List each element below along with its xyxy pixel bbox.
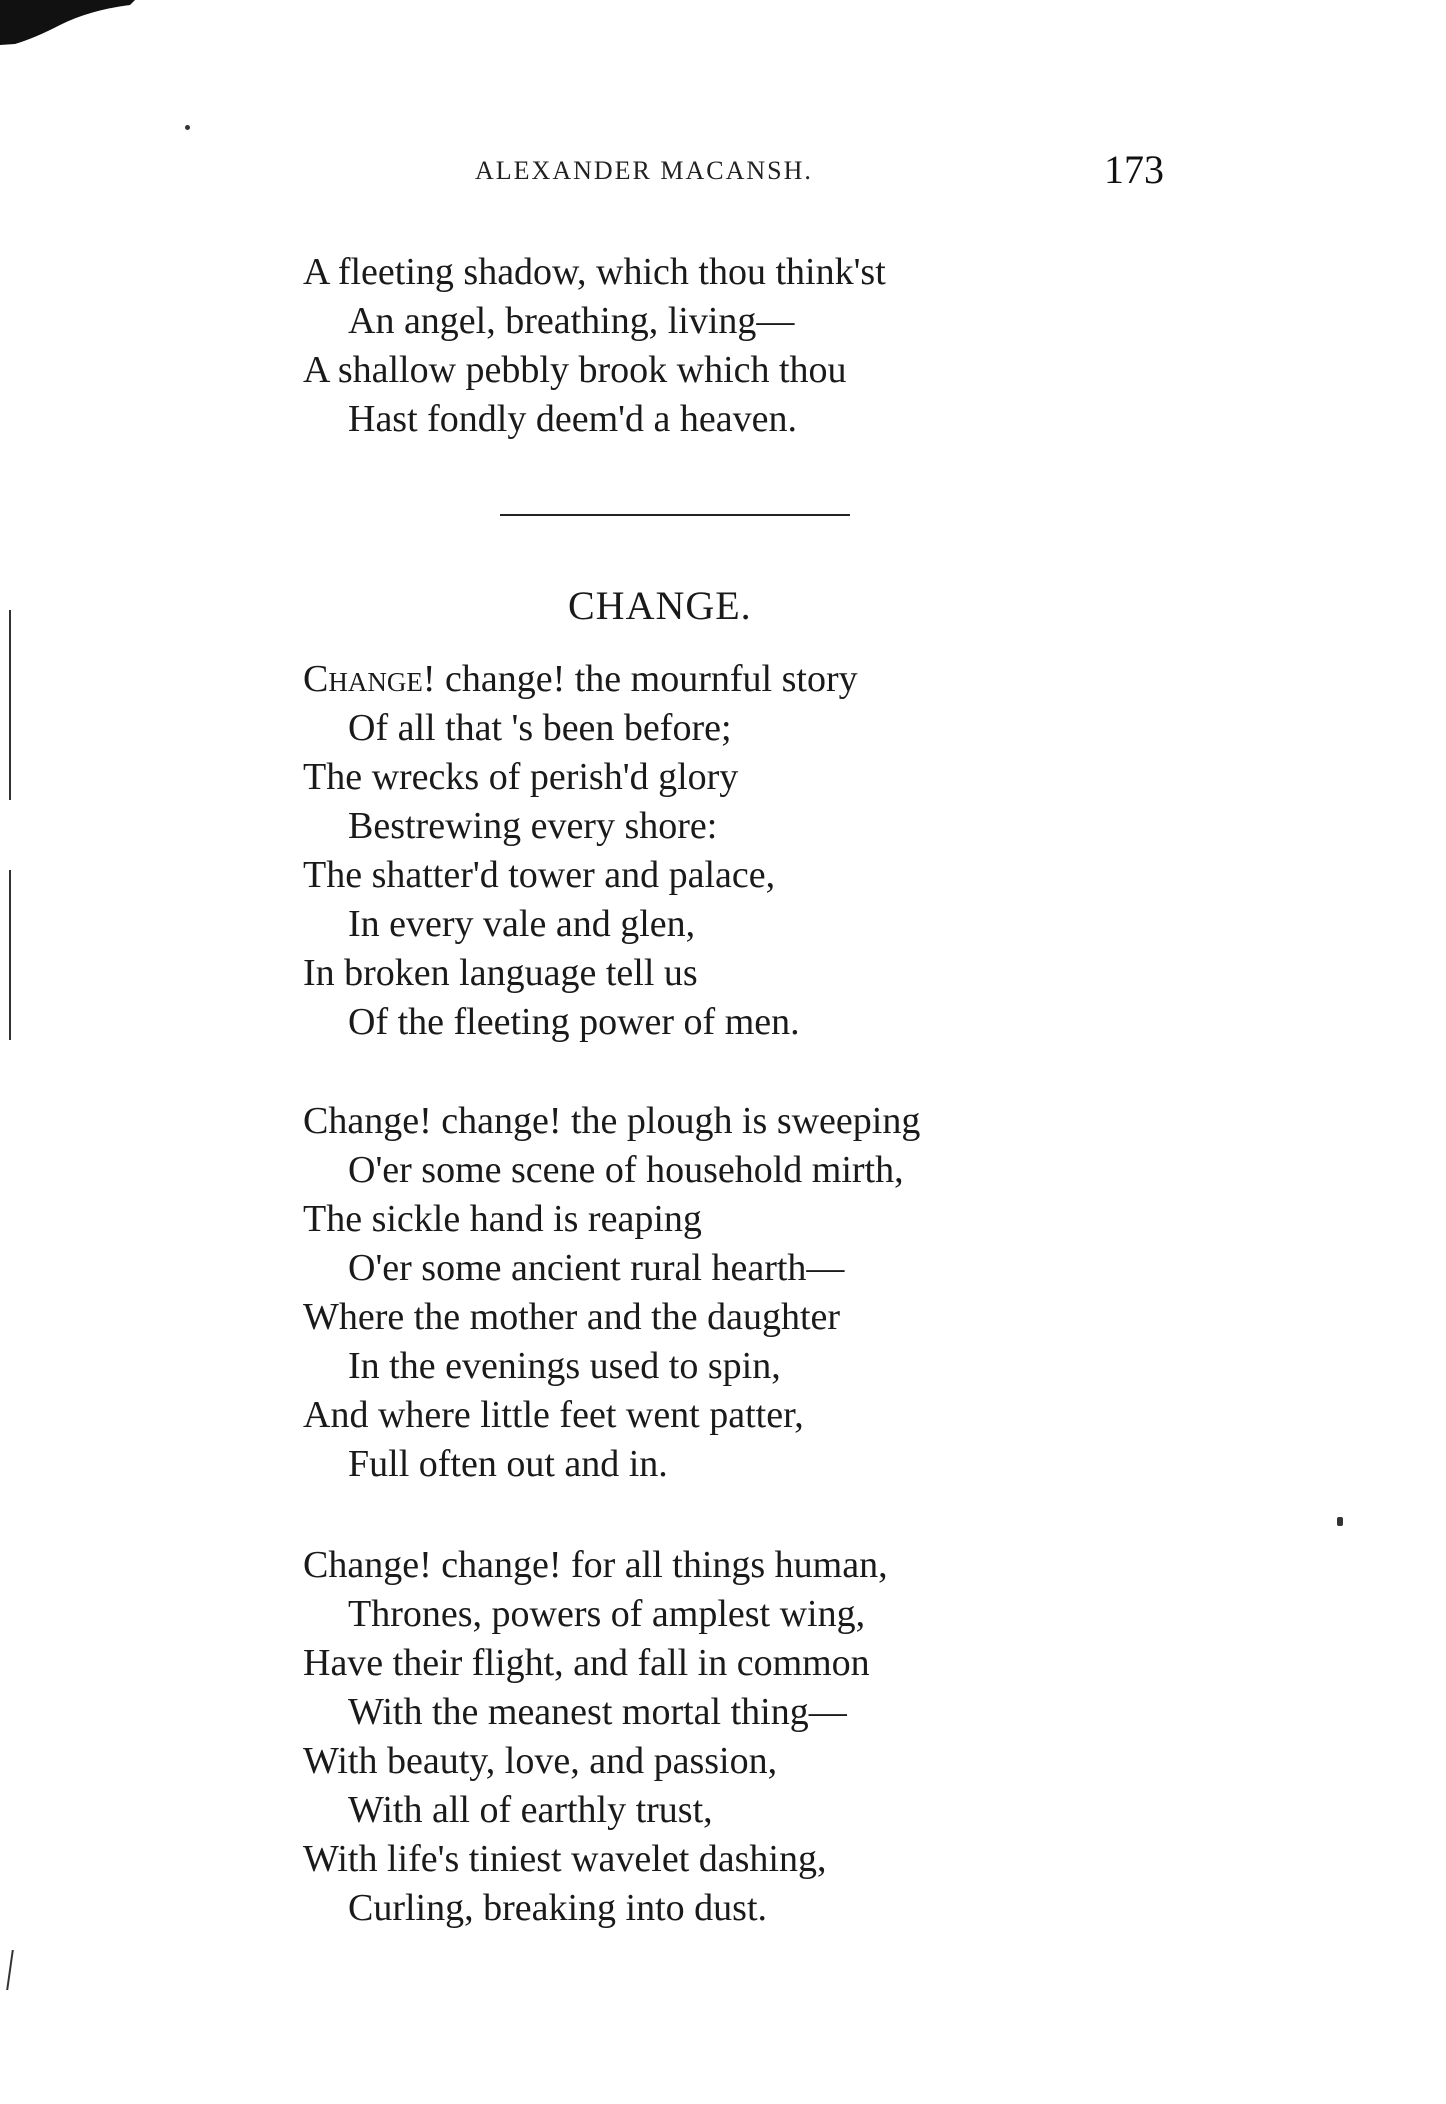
stanza-lead-word: Change: [303, 658, 423, 700]
verse-line: Change! change! the plough is sweeping: [303, 1100, 921, 1142]
speck-decoration: [1337, 1517, 1343, 1526]
verse-line: With the meanest mortal thing—: [348, 1691, 847, 1733]
verse-line: Of all that 's been before;: [348, 707, 732, 749]
verse-line: O'er some ancient rural hearth—: [348, 1247, 845, 1289]
verse-line: In the evenings used to spin,: [348, 1345, 781, 1387]
verse-line: Have their flight, and fall in common: [303, 1642, 870, 1684]
verse-line: A shallow pebbly brook which thou: [303, 349, 847, 391]
verse-line: Where the mother and the daughter: [303, 1296, 841, 1338]
verse-line: The shatter'd tower and palace,: [303, 854, 776, 896]
stanza-2: [303, 1097, 920, 1489]
verse-line: The sickle hand is reaping: [303, 1198, 702, 1240]
verse-line: Bestrewing every shore:: [348, 805, 718, 847]
margin-scan-line: [9, 870, 11, 1040]
poem-title: CHANGE.: [568, 583, 752, 628]
page-number: 173: [1104, 147, 1164, 192]
verse-line: And where little feet went patter,: [303, 1394, 804, 1436]
stanza-1: [303, 655, 858, 1047]
section-divider: [500, 514, 850, 516]
verse-line: O'er some scene of household mirth,: [348, 1149, 904, 1191]
fragment-stanza: [303, 248, 886, 444]
margin-scan-line: [9, 610, 11, 800]
verse-line: With all of earthly trust,: [348, 1789, 713, 1831]
verse-line: Of the fleeting power of men.: [348, 1001, 800, 1043]
verse-line: A fleeting shadow, which thou think'st: [303, 251, 886, 293]
verse-line: With life's tiniest wavelet dashing,: [303, 1838, 827, 1880]
running-title: ALEXANDER MACANSH.: [475, 156, 813, 185]
speck-decoration: [185, 125, 190, 130]
verse-line: Hast fondly deem'd a heaven.: [348, 398, 797, 440]
verse-line: With beauty, love, and passion,: [303, 1740, 778, 1782]
margin-scan-line: [6, 1950, 14, 1990]
verse-line: Change! change! for all things human,: [303, 1544, 888, 1586]
verse-line: Curling, breaking into dust.: [348, 1887, 768, 1929]
verse-line: In every vale and glen,: [348, 903, 696, 945]
verse-line: Thrones, powers of amplest wing,: [348, 1593, 866, 1635]
verse-line: The wrecks of perish'd glory: [303, 756, 739, 798]
verse-line: [303, 655, 858, 704]
verse-line: Full often out and in.: [348, 1443, 668, 1485]
verse-line-rest: ! change! the mournful story: [422, 658, 858, 700]
stanza-3: [303, 1541, 888, 1933]
ink-blot-decoration: [0, 0, 135, 45]
verse-line: In broken language tell us: [303, 952, 698, 994]
verse-line: An angel, breathing, living—: [348, 300, 795, 342]
